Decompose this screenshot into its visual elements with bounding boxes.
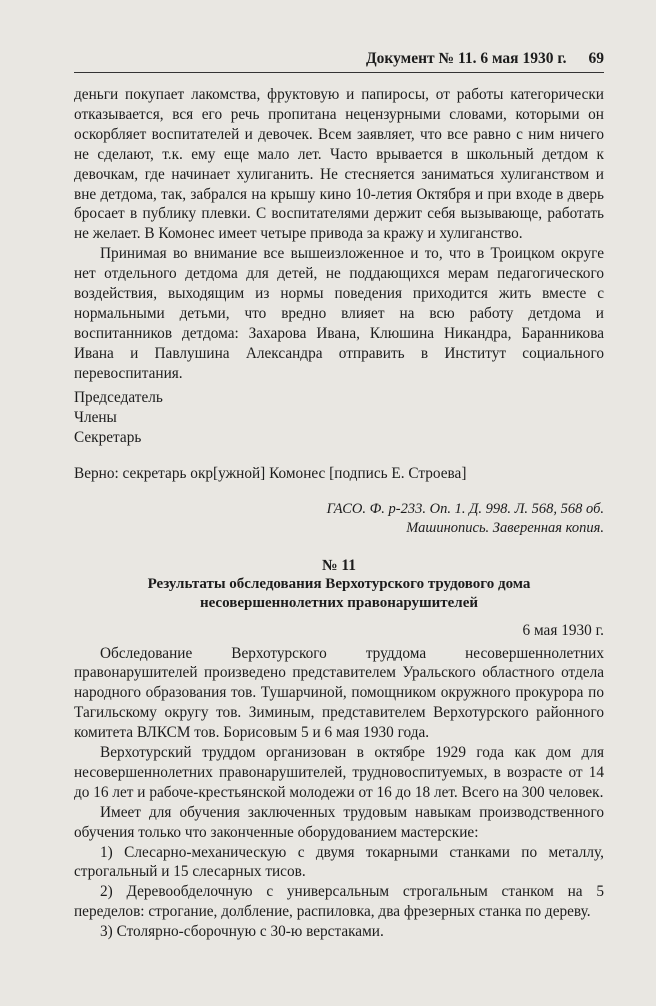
document-number: № 11 — [321, 556, 357, 574]
signature-members: Члены — [74, 408, 117, 426]
document-title-line-2: несовершеннолетних правонарушителей — [199, 594, 479, 611]
body-paragraph: деньги покупает лакомства, фруктовую и папиросы, от работы категорически отказывается, вся его речь пропитана нецензурными словами, которыми он оскорбляет воспитателей и девочек. Всем заявляет, что все равно с ним ничего не сделают, т.к. ему еще мало лет. Часто врывается в школьный детдом к девочкам, где начинает хулиганить. Не стесняется заниматься хулиганством и вне детдома, так, забрался на крышу кино 10-летия Октября и при входе в дверь бросает в публику плевки. С воспитателями держит себя вызывающе, работать не желает. В Комонес имеет четыре привода за кражу и хулиганство. — [74, 86, 604, 243]
certification-line: Верно: секретарь окр[ужной] Комонес [подпись Е. Строева] — [74, 464, 467, 482]
document-date: 6 мая 1930 г. — [522, 621, 604, 639]
archive-line-2: Машинопись. Заверенная копия. — [406, 519, 604, 536]
signature-secretary: Секретарь — [74, 428, 142, 446]
archive-line-1: ГАСО. Ф. р-233. Оп. 1. Д. 998. Л. 568, 568 об. — [326, 500, 604, 517]
document-title-line-1: Результаты обследования Верхотурского трудового дома — [147, 575, 531, 592]
body-paragraph: Имеет для обучения заключенных трудовым навыкам производственного обучения только что законченные оборудованием мастерские: — [74, 803, 604, 841]
signature-block — [74, 388, 604, 448]
body-paragraph: Верхотурский труддом организован в октябре 1929 года как дом для несовершеннолетних правонарушителей, трудновоспитуемых, в возрасте от 14 до 16 лет и рабоче-крестьянской молодежи от 16 до 18 лет. Всего на 300 человек. — [74, 744, 604, 801]
body-paragraph: Принимая во внимание все вышеизложенное и то, что в Троицком округе нет отдельного детдома для детей, не поддающихся мерам педагогического воздействия, выходящим из нормы поведения приходится жить вместе с нормальными детьми, что вредно влияет на всю работу детдома и воспитанников детдома: Захарова Ивана, Клюшина Никандра, Баранникова Ивана и Павлушина Александра отправить в Институт социального перевоспитания. — [74, 245, 604, 382]
page-number: 69 — [588, 50, 604, 67]
list-item: 3) Столярно-сборочную с 30-ю верстаками. — [100, 923, 384, 941]
list-item: 2) Деревообделочную с универсальным строгальным станком на 5 переделов: строгание, долбление, распиловка, два фрезерных станка по дереву. — [74, 883, 604, 921]
list-item: 1) Слесарно-механическую с двумя токарными станками по металлу, строгальный и 15 слесарных тисов. — [74, 843, 604, 881]
signature-chair: Председатель — [74, 388, 163, 406]
running-header — [74, 50, 604, 73]
header-title: Документ № 11. 6 мая 1930 г. — [365, 50, 567, 67]
body-paragraph: Обследование Верхотурского труддома несовершеннолетних правонарушителей произведено представителем Уральского областного отдела народного образования тов. Тушарчиной, помощником окружного прокурора по Тагильскому округу тов. Зиминым, представителем Верхотурского районного комитета ВЛКСМ тов. Борисовым 5 и 6 мая 1930 года. — [74, 644, 604, 742]
workshop-list — [74, 843, 604, 943]
archive-reference — [74, 500, 604, 538]
